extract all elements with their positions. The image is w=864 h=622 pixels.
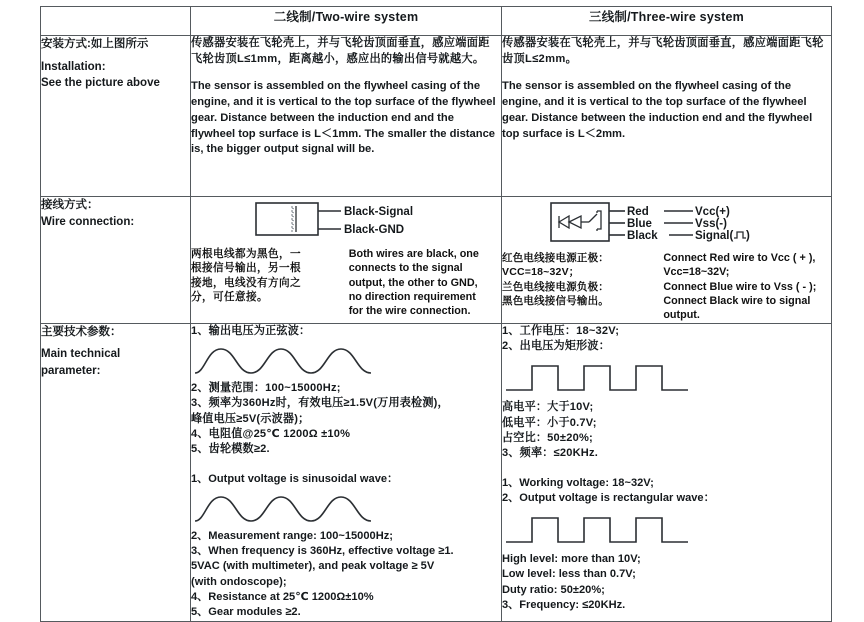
two-wire-param-en-item-6: 5、Gear modules ≥2. [191,606,301,619]
two-wire-param-cn-item-2: 3、频率为360Hz时，有效电压≥1.5V(万用表检测)， [191,397,449,410]
three-wire-diagram-wrap [502,197,831,247]
two-wire-params-en [191,472,501,487]
installation-two-wire-en: The sensor is assembled on the flywheel casing of the engine, and it is vertical to the top surface of the flywheel gear. Distance between the induction end and the flywheel top surface is L＜1mm. The smaller the distance is, the bigger output signal will be. [191,79,496,156]
three-wire-note-en-line-5: output. [663,309,700,322]
two-wire-note-cn-line-1: 两根电线都为黑色，一 [191,248,301,260]
three-wire-params-en-top [502,476,831,507]
parameters-label-en-1: Main technical [41,348,121,361]
three-wire-sensor-diagram-icon [547,199,787,247]
two-wire-param-cn-item-3: 峰值电压≥5V(示波器)； [191,412,310,425]
parameters-three-wire-cell [502,323,832,621]
two-wire-param-en-intro: 1、Output voltage is sinusoidal wave： [191,472,399,485]
two-wire-param-en-item-4: (with ondoscope); [191,575,287,588]
three-wire-note-cn-line-2: VCC=18~32V； [502,266,580,279]
header-blank-cell [41,7,191,36]
three-wire-value-signal: Signal( [694,230,733,242]
three-wire-lead-label-red: Red [626,206,649,218]
two-wire-param-en-item-3: 5VAC (with multimeter), and peak voltage ≥ 5V [191,560,435,573]
three-wire-params-en-bottom [502,552,831,613]
row-label-parameters [41,323,191,621]
two-wire-note-en [349,247,501,319]
three-wire-param-en-bottom-3: Duty ratio: 50±20%; [502,583,605,596]
three-wire-notes [502,251,831,323]
two-wire-diagram-wrap [191,197,501,241]
installation-two-wire-cn: 传感器安装在飞轮壳上，并与飞轮齿顶面垂直，感应端面距飞轮齿顶L≤1mm，距离越小，感应出的输出信号就越大。 [191,37,490,65]
square-waveform-icon [502,358,717,396]
two-wire-lead-label-gnd: Black-GND [344,224,405,236]
three-wire-param-en-top-2: 2、Output voltage is rectangular wave： [502,491,715,504]
three-wire-note-cn [502,251,653,323]
table-row-wire-connection [41,197,832,324]
two-wire-note-en-line-1: Both wires are black, one [348,248,479,260]
two-wire-notes [191,247,501,319]
row-label-installation [41,36,191,197]
square-waveform-icon-en [502,510,717,548]
three-wire-param-cn-bottom-4: 3、频率：≤20KHz. [502,447,599,460]
two-wire-note-en-line-5: for the wire connection. [348,305,471,318]
two-wire-sensor-diagram-icon [251,199,441,241]
sine-waveform-icon [191,343,391,377]
three-wire-params-cn-top [502,324,831,355]
three-wire-note-en-line-3: Connect Blue wire to Vss ( - ); [663,280,817,293]
two-wire-param-en-item-1: 2、Measurement range: 100~15000Hz; [191,529,393,542]
installation-three-wire-cell [502,36,832,197]
row-label-wire-connection [41,197,191,324]
header-two-wire: 二线制/Two-wire system [191,7,502,36]
header-three-wire: 三线制/Three-wire system [502,7,832,36]
three-wire-param-en-bottom-2: Low level: less than 0.7V; [502,568,636,581]
installation-label-en-1: Installation: [41,60,106,73]
two-wire-lead-label-signal: Black-Signal [344,206,414,218]
three-wire-note-en [663,251,831,323]
three-wire-param-cn-bottom-1: 高电平：大于10V; [502,401,594,414]
wire-label-en: Wire connection: [41,215,135,228]
header-row [41,7,832,36]
installation-three-wire-cn: 传感器安装在飞轮壳上，并与飞轮齿顶面垂直，感应端面距飞轮齿顶L≤2mm。 [502,37,824,65]
three-wire-param-cn-bottom-2: 低电平：小于0.7V; [502,416,597,429]
wire-label-group [41,197,190,230]
two-wire-param-cn-intro: 1、输出电压为正弦波： [191,324,311,337]
installation-label-group [41,36,190,92]
two-wire-note-cn [191,247,337,319]
three-wire-note-en-line-2: Vcc=18~32V; [663,266,730,279]
two-wire-param-cn-item-4: 4、电阻值@25℃ 1200Ω ±10% [191,427,351,440]
wire-two-wire-cell [191,197,502,324]
three-wire-lead-label-black: Black [626,230,658,242]
wire-three-wire-cell [502,197,832,324]
two-wire-param-en-item-5: 4、Resistance at 25℃ 1200Ω±10% [191,591,374,604]
three-wire-param-cn-top-2: 2、出电压为矩形波： [502,340,611,353]
three-wire-param-cn-bottom-3: 占空比：50±20%; [502,431,593,444]
specification-table [40,6,832,622]
two-wire-params-cn-items [191,381,501,457]
three-wire-note-cn-line-4: 黑色电线接信号输出。 [502,295,609,308]
two-wire-note-en-line-3: output, the other to GND, [348,276,478,289]
table-header [41,7,832,36]
installation-label-en-2: See the picture above [41,77,160,90]
three-wire-value-vss: Vss(-) [694,218,727,230]
three-wire-note-en-line-1: Connect Red wire to Vcc ( + ), [663,252,816,264]
table-row-installation [41,36,832,197]
two-wire-note-en-line-2: connects to the signal [348,262,463,275]
two-wire-param-en-item-2: 3、When frequency is 360Hz, effective voltage ≥1. [191,545,454,558]
two-wire-note-cn-line-4: 分，可任意接。 [191,290,268,303]
table-row-parameters [41,323,832,621]
three-wire-value-signal-close: ) [745,230,750,242]
parameters-two-wire-cell [191,323,502,621]
table-body [41,36,832,622]
installation-two-wire-cell [191,36,502,197]
three-wire-param-en-bottom-4: 3、Frequency: ≤20KHz. [502,599,626,612]
parameters-label-en-2: parameter: [41,365,101,378]
three-wire-note-en-line-4: Connect Black wire to signal [663,295,811,308]
two-wire-params-cn [191,324,501,339]
two-wire-params-en-items [191,529,501,621]
two-wire-note-en-line-4: no direction requirement [348,291,476,304]
parameters-label-group [41,324,190,380]
two-wire-note-cn-line-2: 根接信号输出，另一根 [191,262,301,275]
two-wire-param-cn-item-1: 2、测量范围：100~15000Hz; [191,382,341,395]
two-wire-note-cn-line-3: 接地，电线没有方向之 [191,276,301,289]
three-wire-note-cn-line-1: 红色电线接电源正极： [502,252,609,264]
installation-label-cn: 安装方式:如上图所示 [41,38,149,50]
two-wire-param-cn-item-5: 5、齿轮模数≥2. [191,443,270,456]
three-wire-param-en-bottom-1: High level: more than 10V; [502,553,641,566]
installation-three-wire-en: The sensor is assembled on the flywheel casing of the engine, and it is vertical to the top surface of the flywheel gear. Distance between the induction end and the flywheel top surface is L＜2mm. [502,79,813,140]
three-wire-params-cn-bottom [502,400,831,461]
three-wire-param-cn-top-1: 1、工作电压：18~32V; [502,324,620,337]
sine-waveform-icon-en [191,491,391,525]
three-wire-note-cn-line-3: 兰色电线接电源负极： [502,280,609,293]
three-wire-lead-label-blue: Blue [626,218,652,230]
parameters-label-cn: 主要技术参数： [41,325,122,338]
three-wire-value-vcc: Vcc(+) [694,206,730,218]
three-wire-param-en-top-1: 1、Working voltage: 18~32V; [502,476,654,489]
wire-label-cn: 接线方式： [41,199,99,211]
